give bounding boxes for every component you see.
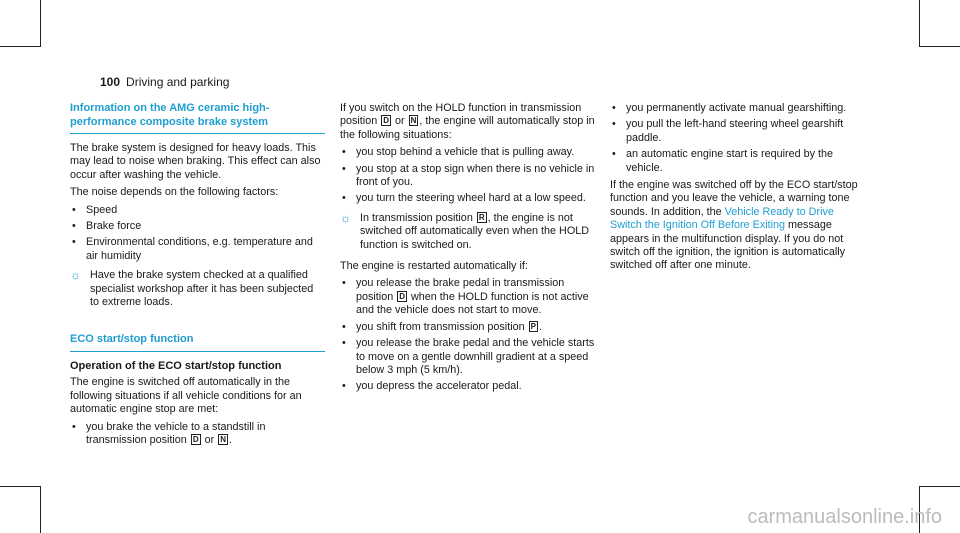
- key-d-icon: D: [192, 435, 199, 444]
- watermark: carmanualsonline.info: [747, 506, 942, 528]
- paragraph: The engine is restarted automatically if:: [340, 260, 528, 273]
- crop-mark: [0, 486, 40, 487]
- section-title-brake: Information on the AMG ceramic high-performance composite brake system: [70, 102, 325, 134]
- key-d-icon: D: [383, 116, 389, 126]
- crop-mark: [0, 46, 40, 47]
- key-n-icon: N: [410, 116, 417, 126]
- subheading: Operation of the ECO start/stop function: [70, 359, 282, 372]
- note: ☼ In transmission position R , the engine is not switched off automatically even when the HOLD function is switched on.: [340, 210, 590, 251]
- restart-list: [340, 277, 595, 393]
- list-item: • you permanently activate manual gearshifting.: [610, 102, 865, 115]
- page-number: 100: [100, 75, 121, 89]
- key-d-icon: D: [399, 291, 405, 301]
- key-r-icon: R: [478, 212, 485, 222]
- key-p-icon: P: [530, 321, 536, 331]
- list-item: • you release the brake pedal and the vehicle starts to move on a gentle downhill gradient at a speed below 3 mph (5 km/h).: [340, 337, 595, 377]
- factor-list: [70, 204, 325, 264]
- list-item: • you stop at a stop sign when there is no vehicle in front of you.: [340, 163, 595, 190]
- list-item: • you stop behind a vehicle that is pulling away.: [340, 146, 595, 159]
- crop-mark: [919, 0, 920, 47]
- stop-list: [70, 421, 325, 448]
- chapter-title: Driving and parking: [126, 75, 230, 89]
- info-icon: ☼: [340, 210, 351, 225]
- crop-mark: [920, 46, 960, 47]
- column-2: [340, 102, 595, 398]
- info-icon: ☼: [70, 268, 81, 283]
- list-item: • you release the brake pedal in transmission position D when the HOLD function is not active and the vehicle does not start to move.: [340, 277, 595, 317]
- column-3: [610, 102, 865, 277]
- note-text: Have the brake system checked at a qualified specialist workshop after it has been subjected to extreme loads.: [90, 269, 314, 309]
- list-item: • Speed: [70, 204, 325, 217]
- key-n-icon: N: [220, 435, 226, 444]
- paragraph: The engine is switched off automatically in the following situations if all vehicle conditions for an automatic engine stop are met:: [70, 376, 302, 416]
- crop-mark: [920, 486, 960, 487]
- page-header: [100, 75, 229, 89]
- list-item: • you depress the accelerator pedal.: [340, 380, 595, 393]
- list-item: • you shift from transmission position P .: [340, 321, 595, 334]
- section-title-eco: ECO start/stop function: [70, 333, 325, 352]
- list-item: • you brake the vehicle to a standstill in transmission position D or N .: [70, 421, 325, 448]
- crop-mark: [40, 486, 41, 533]
- list-item: • you turn the steering wheel hard at a low speed.: [340, 192, 595, 205]
- list-item: • Environmental conditions, e.g. temperature and air humidity: [70, 236, 325, 263]
- paragraph: If the engine was switched off by the ECO start/stop function and you leave the vehicle, a warning tone sounds. In addition, the Vehicle Ready to Drive Switch the Ignition Off Before Exiting message appears in the multifunction display. If you do not switch off the ignition, the ignition is automatically switched off after one minute.: [610, 179, 858, 272]
- display-message-link: Vehicle Ready to Drive Switch the Ignition Off Before Exiting: [610, 205, 834, 232]
- column-1: [70, 102, 325, 451]
- list-item: • you pull the left-hand steering wheel gearshift paddle.: [610, 118, 865, 145]
- list-item: • an automatic engine start is required by the vehicle.: [610, 148, 865, 175]
- list-item: • Brake force: [70, 220, 325, 233]
- restart-list-continued: [610, 102, 865, 175]
- note: [70, 269, 325, 309]
- crop-mark: [40, 0, 41, 47]
- auto-stop-list: [340, 146, 595, 206]
- paragraph: The brake system is designed for heavy loads. This may lead to noise when braking. This effect can also occur after washing the vehicle.: [70, 142, 321, 181]
- paragraph: If you switch on the HOLD function in transmission position D or N , the engine will automatically stop in the following situations:: [340, 102, 595, 141]
- paragraph: The noise depends on the following factors:: [70, 186, 279, 199]
